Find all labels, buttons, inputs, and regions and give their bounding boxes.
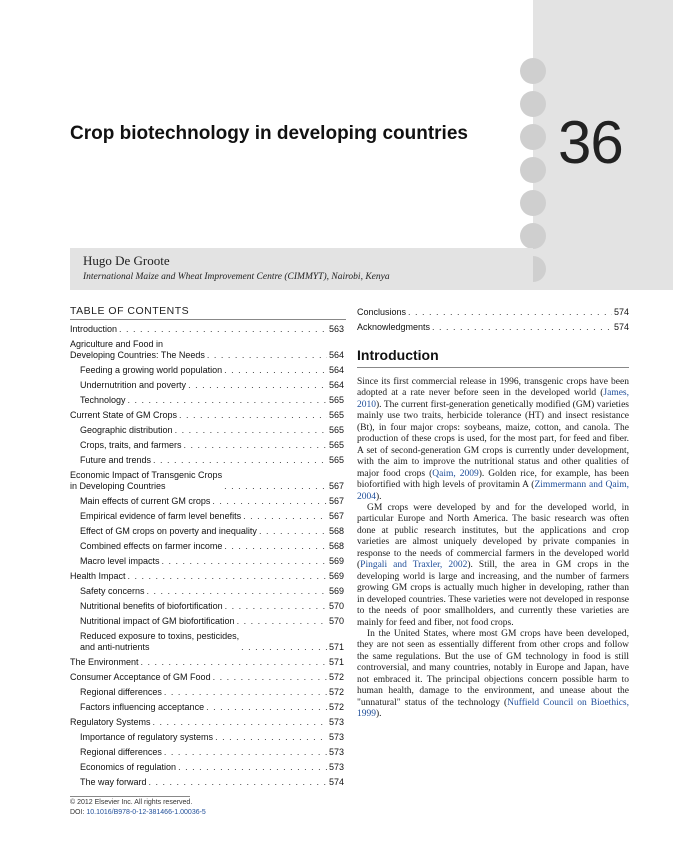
toc-leader-dots: [175, 425, 327, 436]
chapter-title: Crop biotechnology in developing countries: [70, 123, 468, 144]
toc-entry[interactable]: [70, 408, 344, 423]
toc-leader-dots: [162, 556, 327, 567]
toc-page-number: 565: [328, 425, 344, 435]
toc-page-number: 564: [328, 365, 344, 375]
toc-entry[interactable]: [70, 685, 344, 700]
toc-leader-dots: [164, 747, 327, 758]
toc-entry-label: Regulatory Systems: [70, 717, 151, 727]
paragraph: Since its first commercial release in 1996, transgenic crops have been adopted at a rate never before seen in the developed world (James, 2010). The current first-generation genetically modified (GM) varieties mainly use two traits, herbicide tolerance (HT) and insect resistance (Bt), in four major crops: soybeans, maize, cotton, and canola. The production of these crops is used, for the most part, for feed and fiber. A set of second-generation GM crops is currently under development, with the aim to improve the nutritional status and other qualities of major food crops (Qaim, 2009). Golden rice, for example, has been biofortified with high levels of provitamin A (Zimmermann and Qaim, 2004).: [357, 377, 629, 502]
toc-entry-label: Developing Countries: The Needs: [70, 350, 205, 360]
toc-entry[interactable]: [357, 305, 629, 320]
footer-rule: [70, 796, 190, 797]
toc-entry-label: Nutritional benefits of biofortification: [80, 601, 223, 611]
toc-leader-dots: [206, 702, 327, 713]
toc-entry-label: The way forward: [80, 777, 147, 787]
section-rule: [357, 367, 629, 368]
toc-page-number: 563: [328, 324, 344, 334]
toc-page-number: 570: [328, 616, 344, 626]
toc-page-number: 573: [328, 747, 344, 757]
section-heading-introduction: Introduction: [357, 347, 439, 363]
citation-link[interactable]: Zimmermann and Qaim, 2004: [357, 480, 629, 502]
toc-entry[interactable]: [70, 584, 344, 599]
toc-entry-label: Economic Impact of Transgenic Crops: [70, 470, 223, 480]
toc-leader-dots: [408, 307, 612, 318]
decorative-dot: [520, 223, 546, 249]
toc-heading: TABLE OF CONTENTS: [70, 305, 190, 317]
toc-entry-label: Effect of GM crops on poverty and inequality: [80, 526, 257, 536]
toc-page-number: 572: [328, 702, 344, 712]
toc-entry-label: Reduced exposure to toxins, pesticides,: [80, 631, 240, 641]
toc-leader-dots: [215, 732, 327, 743]
toc-page-number: 571: [328, 657, 344, 667]
toc-entry-label: Undernutrition and poverty: [80, 380, 187, 390]
toc-entry[interactable]: [70, 494, 344, 509]
toc-entry-label: Technology: [80, 395, 126, 405]
toc-leader-dots: [432, 322, 612, 333]
toc-entry[interactable]: [70, 554, 344, 569]
toc-entry-label: Importance of regulatory systems: [80, 732, 214, 742]
toc-leader-dots: [243, 511, 327, 522]
toc-entry-label: Current State of GM Crops: [70, 410, 178, 420]
toc-leader-dots: [153, 717, 327, 728]
toc-leader-dots: [224, 365, 327, 376]
toc-leader-dots: [241, 642, 327, 653]
toc-leader-dots: [128, 395, 327, 406]
paragraph: GM crops were developed by and for the developed world, in particular Europe and North America. The basic research was often done at public research institutes, but the applications and crop varieties are almost uniquely developed by private companies in response to the needs of commercial farmers in the developed world (Pingali and Traxler, 2002). Still, the area in GM crops in the developing world is large and increasing, and the number of farmers growing GM crops is actually much higher in developing, rather than in developed countries. These varieties were not developed in response to the needs of poor smallholders, and currently these varieties are mainly for feed and fiber, not food crops.: [357, 502, 630, 628]
toc-entry[interactable]: [70, 423, 344, 438]
introduction-body: [357, 377, 629, 721]
toc-page-number: 565: [328, 410, 344, 420]
toc-page-number: 567: [328, 496, 344, 506]
toc-page-number: 568: [328, 541, 344, 551]
toc-entry-label: The Environment: [70, 657, 139, 667]
toc-page-number: 573: [328, 732, 344, 742]
toc-entry[interactable]: [70, 378, 344, 393]
toc-leader-dots: [141, 657, 327, 668]
decorative-dot: [520, 157, 546, 183]
toc-entry-label: Macro level impacts: [80, 556, 160, 566]
toc-entry[interactable]: [70, 337, 344, 363]
toc-leader-dots: [179, 410, 327, 421]
toc-page-number: 570: [328, 601, 344, 611]
toc-page-number: 569: [328, 571, 344, 581]
table-of-contents-continued: [357, 305, 629, 335]
doi-link[interactable]: 10.1016/B978-0-12-381466-1.00036-5: [86, 809, 206, 816]
toc-entry-label: and anti-nutrients: [80, 642, 150, 652]
toc-entry-label: Future and trends: [80, 455, 152, 465]
toc-entry[interactable]: [70, 569, 344, 584]
toc-entry-label: Agriculture and Food in: [70, 339, 164, 349]
toc-entry[interactable]: [70, 363, 344, 378]
toc-page-number: 567: [328, 481, 344, 491]
toc-leader-dots: [178, 762, 327, 773]
toc-leader-dots: [184, 440, 327, 451]
toc-page-number: 574: [328, 777, 344, 787]
toc-entry[interactable]: [70, 715, 344, 730]
toc-leader-dots: [149, 777, 327, 788]
toc-page-number: 571: [328, 642, 344, 652]
toc-entry-label: Geographic distribution: [80, 425, 173, 435]
toc-entry-label: Regional differences: [80, 747, 162, 757]
toc-page-number: 574: [613, 322, 629, 332]
toc-entry-label: Introduction: [70, 324, 118, 334]
author-name: Hugo De Groote: [83, 253, 170, 268]
toc-page-number: 573: [328, 762, 344, 772]
toc-entry-label: in Developing Countries: [70, 481, 166, 491]
author-affiliation: International Maize and Wheat Improvement Centre (CIMMYT), Nairobi, Kenya: [83, 272, 390, 282]
copyright-notice: © 2012 Elsevier Inc. All rights reserved.: [70, 799, 193, 806]
citation-link[interactable]: Pingali and Traxler, 2002: [360, 560, 468, 571]
toc-entry[interactable]: [70, 539, 344, 554]
toc-entry[interactable]: [70, 393, 344, 408]
toc-leader-dots: [213, 672, 327, 683]
toc-leader-dots: [212, 496, 327, 507]
toc-entry[interactable]: [70, 524, 344, 539]
toc-entry-label: Safety concerns: [80, 586, 145, 596]
toc-leader-dots: [119, 324, 327, 335]
toc-entry[interactable]: [70, 322, 344, 337]
toc-entry[interactable]: [70, 655, 344, 670]
toc-leader-dots: [259, 526, 327, 537]
toc-leader-dots: [188, 380, 327, 391]
toc-entry[interactable]: [70, 730, 344, 745]
toc-page-number: 573: [328, 717, 344, 727]
toc-page-number: 568: [328, 526, 344, 536]
decorative-dot: [520, 124, 546, 150]
toc-page-number: 569: [328, 586, 344, 596]
toc-entry-label: Crops, traits, and farmers: [80, 440, 182, 450]
toc-leader-dots: [147, 586, 327, 597]
toc-entry-label: Regional differences: [80, 687, 162, 697]
toc-entry-label: Acknowledgments: [357, 322, 431, 332]
table-of-contents: [70, 322, 344, 790]
toc-leader-dots: [224, 541, 327, 552]
citation-link[interactable]: Nuffield Council on Bioethics, 1999: [357, 697, 629, 720]
toc-page-number: 565: [328, 440, 344, 450]
toc-page-number: 569: [328, 556, 344, 566]
toc-entry[interactable]: [70, 760, 344, 775]
toc-entry-label: Economics of regulation: [80, 762, 177, 772]
decorative-dot: [520, 58, 546, 84]
toc-entry[interactable]: [357, 320, 629, 335]
toc-entry-label: Feeding a growing world population: [80, 365, 223, 375]
toc-leader-dots: [128, 571, 327, 582]
toc-entry-label: Health Impact: [70, 571, 126, 581]
toc-page-number: 567: [328, 511, 344, 521]
toc-page-number: 574: [613, 307, 629, 317]
toc-entry-label: Conclusions: [357, 307, 407, 317]
toc-entry-label: Factors influencing acceptance: [80, 702, 205, 712]
citation-link[interactable]: Qaim, 2009: [432, 468, 479, 479]
toc-entry[interactable]: [70, 453, 344, 468]
chapter-number: 36: [558, 109, 623, 176]
toc-entry-label: Consumer Acceptance of GM Food: [70, 672, 211, 682]
toc-leader-dots: [164, 687, 327, 698]
paragraph: In the United States, where most GM crops have been developed, they are not seen as essentially different from other crops and follow the same regulations. But the use of GM technology in food is still controversial, and many countries, notably in Europe and Japan, have not embraced it. The principal objections concern possible harm to human health, damage to the environment, and unease about the "unnatural" status of the technology (Nuffield Council on Bioethics, 1999).: [357, 628, 629, 720]
decorative-dot: [520, 190, 546, 216]
doi-line: DOI: 10.1016/B978-0-12-381466-1.00036-5: [70, 809, 206, 816]
toc-page-number: 572: [328, 672, 344, 682]
toc-entry[interactable]: [70, 599, 344, 614]
toc-leader-dots: [153, 455, 327, 466]
toc-rule: [70, 319, 346, 320]
toc-entry[interactable]: [70, 775, 344, 790]
toc-entry[interactable]: [70, 745, 344, 760]
toc-entry-label: Combined effects on farmer income: [80, 541, 223, 551]
decorative-dot: [520, 91, 546, 117]
toc-entry-label: Empirical evidence of farm level benefits: [80, 511, 242, 521]
toc-leader-dots: [225, 601, 327, 612]
toc-entry[interactable]: [70, 468, 344, 494]
toc-entry[interactable]: [70, 629, 344, 655]
toc-entry[interactable]: [70, 509, 344, 524]
toc-page-number: 564: [328, 350, 344, 360]
toc-page-number: 572: [328, 687, 344, 697]
toc-leader-dots: [224, 481, 327, 492]
toc-page-number: 565: [328, 455, 344, 465]
toc-entry-label: Main effects of current GM crops: [80, 496, 211, 506]
toc-entry-label: Nutritional impact of GM biofortification: [80, 616, 235, 626]
toc-entry[interactable]: [70, 438, 344, 453]
toc-entry[interactable]: [70, 670, 344, 685]
toc-leader-dots: [237, 616, 327, 627]
toc-leader-dots: [207, 350, 327, 361]
toc-page-number: 565: [328, 395, 344, 405]
toc-page-number: 564: [328, 380, 344, 390]
citation-link[interactable]: James, 2010: [357, 388, 629, 410]
toc-entry[interactable]: [70, 700, 344, 715]
toc-entry[interactable]: [70, 614, 344, 629]
